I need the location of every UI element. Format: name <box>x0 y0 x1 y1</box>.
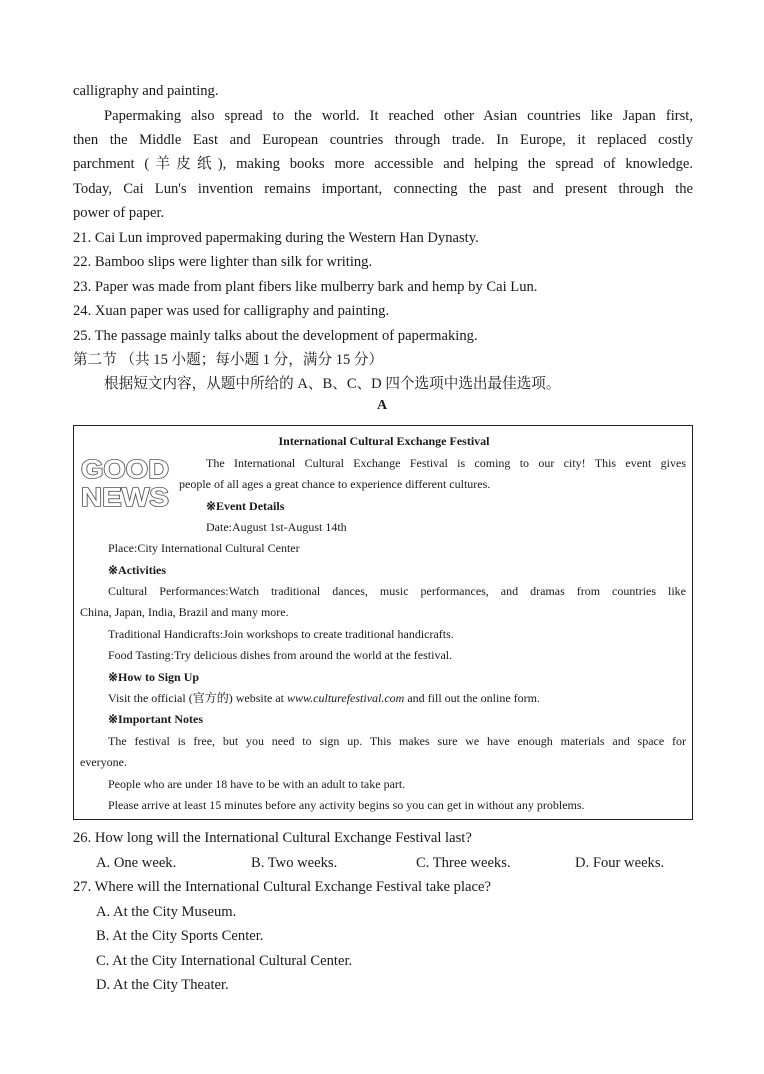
notice-intro: The International Cultural Exchange Festival is coming to our city! This event gives <box>206 456 686 470</box>
notes-heading: ※Important Notes <box>108 712 204 726</box>
option-a: A. One week. <box>96 855 177 871</box>
question-stem: 26. How long will the International Cultural Exchange Festival last? <box>73 830 472 846</box>
section-instruction: 根据短文内容，从题中所给的 A、B、C、D 四个选项中选出最佳选项。 <box>104 376 561 392</box>
passage-line: then the Middle East and European countries through trade. In Europe, it replaced costly <box>73 132 693 148</box>
section-heading: 第二节 （共 15 小题；每小题 1 分，满分 15 分） <box>73 352 384 368</box>
note-item: People who are under 18 have to be with an adult to take part. <box>108 777 406 791</box>
logo-word-news: NEWS <box>81 482 169 510</box>
option-c: C. Three weeks. <box>416 855 511 871</box>
statement-item: 23. Paper was made from plant fibers like mulberry bark and hemp by Cai Lun. <box>73 279 538 295</box>
passage-line: Today, Cai Lun's invention remains important, connecting the past and present through the <box>73 181 693 197</box>
signup-suffix: and fill out the online form. <box>404 691 540 705</box>
option-d: D. Four weeks. <box>575 855 665 871</box>
option-b: B. At the City Sports Center. <box>96 928 264 944</box>
activity-performances: Cultural Performances:Watch traditional dances, music performances, and dramas from countries like <box>108 584 686 598</box>
website-link[interactable]: www.culturefestival.com <box>287 691 405 705</box>
question-stem: 27. Where will the International Cultural Exchange Festival take place? <box>73 879 491 895</box>
activity-performances: China, Japan, India, Brazil and many more. <box>80 605 289 619</box>
passage-line: parchment (羊皮纸), making books more accessible and helping the spread of knowledge. <box>73 156 693 172</box>
option-d: D. At the City Theater. <box>96 977 229 993</box>
event-date: Date:August 1st-August 14th <box>206 520 347 534</box>
logo-word-good: GOOD <box>81 454 169 484</box>
statement-item: 25. The passage mainly talks about the development of papermaking. <box>73 328 478 344</box>
note-item: The festival is free, but you need to sign up. This makes sure we have enough materials and space for <box>108 734 686 748</box>
note-item: Please arrive at least 15 minutes before any activity begins so you can get in without any problems. <box>108 798 585 812</box>
signup-text <box>108 688 540 709</box>
notice-title: International Cultural Exchange Festival <box>278 434 490 448</box>
activities-heading: ※Activities <box>108 563 167 577</box>
notice-intro: people of all ages a great chance to experience different cultures. <box>179 477 491 491</box>
notice-box <box>73 425 693 820</box>
event-place: Place:City International Cultural Center <box>108 541 300 555</box>
event-details-heading: ※Event Details <box>206 499 285 513</box>
statement-item: 21. Cai Lun improved papermaking during the Western Han Dynasty. <box>73 230 479 246</box>
activity-food: Food Tasting:Try delicious dishes from around the world at the festival. <box>108 648 453 662</box>
statement-item: 24. Xuan paper was used for calligraphy and painting. <box>73 303 390 319</box>
signup-prefix: Visit the official (官方的) website at <box>108 691 288 705</box>
passage-line: power of paper. <box>73 205 165 221</box>
part-label: A <box>376 398 388 413</box>
option-c: C. At the City International Cultural Center. <box>96 953 353 969</box>
option-b: B. Two weeks. <box>251 855 338 871</box>
statement-item: 22. Bamboo slips were lighter than silk for writing. <box>73 254 373 270</box>
option-a: A. At the City Museum. <box>96 904 237 920</box>
passage-line: Papermaking also spread to the world. It reached other Asian countries like Japan first, <box>104 108 693 124</box>
good-news-logo <box>80 454 172 510</box>
passage-line: calligraphy and painting. <box>73 83 219 99</box>
signup-heading: ※How to Sign Up <box>108 670 200 684</box>
note-item: everyone. <box>80 755 127 769</box>
activity-handicrafts: Traditional Handicrafts:Join workshops to create traditional handicrafts. <box>108 627 454 641</box>
